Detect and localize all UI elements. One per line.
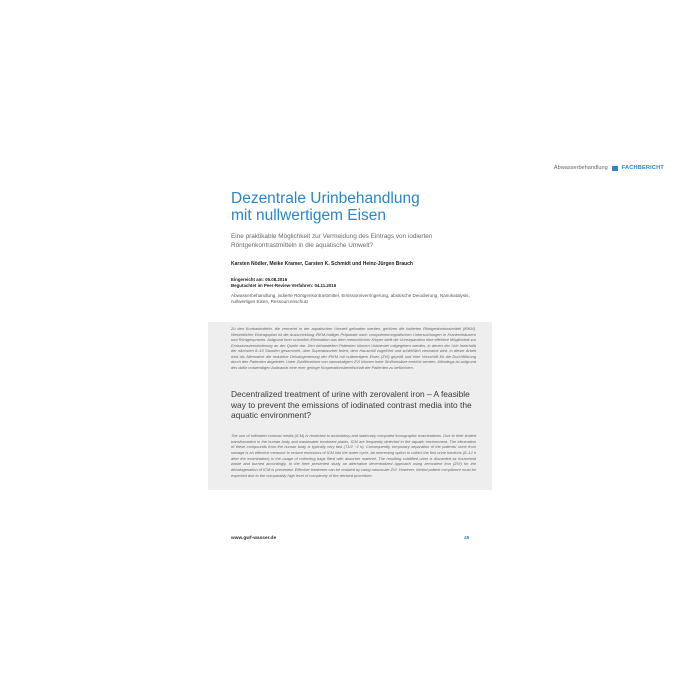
abstract-english: The use of iodinated contrast media (ICM) is restricted to ambulatory and stationary computed tomographic examinations. Due to their limited transformation in the human body and wastewater treatment plants, ICM are frequently detected in the aquatic environment. The elimination of these compounds from the human body is typically very fast (T1/2 ~2 h). Consequently, temporary separation of the patients' urine from sewage is an effective measure to reduce emissions of ICM into the water cycle. An interesting option to collect the first urine fractions (8–12 h after the examination) is the usage of collecting bags filled with absorber material. The resulting solidified urine is discarded as household waste and burned accordingly. In the here presented study an alternative decentralized approach using zerovalent iron (ZVI) for the dehalogenation of ICM is presented. Effective treatment can be realized by using nanoscale ZVI. However, limited patient compliance must be expected due to the comparably high level of complexity of the devised procedure. — [231, 433, 476, 478]
header-separator-square — [612, 166, 618, 171]
article-dates — [231, 277, 471, 289]
footer-url: www.gwf-wasser.de — [231, 536, 277, 541]
article-title-line2: mit nullwertigem Eisen — [231, 207, 387, 224]
received-date: Eingereicht am: 05.08.2016 — [231, 277, 288, 282]
article-subtitle: Eine praktikable Möglichkeit zur Vermeidung des Eintrags von iodierten Röntgenkontrastmitteln in die aquatische Umwelt? — [231, 233, 433, 249]
article-title-line1: Dezentrale Urinbehandlung — [231, 190, 420, 207]
page-number: 45 — [464, 536, 470, 541]
reviewed-date: Begutachtet im Peer-Review-Verfahren: 04.11.2016 — [231, 283, 337, 289]
header-badge: FACHBERICHT — [621, 165, 664, 171]
article-title — [231, 190, 471, 224]
running-header — [554, 165, 664, 171]
abstract-german: Zu den Kontrastmitteln, die vermehrt in der aquatischen Umwelt gefunden werden, gehören die iodierten Röntgenkontrastmittel (iRKM). Wesentlicher Eintragspfad ist die Ausscheidung iRKM-haltiger Präparate nach computertomografischen Untersuchungen in Krankenhäusern und Röntgenpraxen. Aufgrund ihrer schnellen Elimination aus dem menschlichen Körper stellt die Urinseparation eine effektive Möglichkeit zur Emissionsverminderung an der Quelle dar. Den behandelten Patienten können Urinbeutel mitgegeben werden, in denen der Urin innerhalb der nächsten 8–10 Stunden gesammelt, über Superabsorber fixiert, dem Hausmüll zugeführt und schließlich verbrannt wird. In dieser Arbeit wird als Alternative die reduktive Dehalogenierung der iRKM mit nullwertigem Eisen (ZVI) geprüft und eine Vorschrift für die Durchführung durch den Patienten abgeleitet. Unter Zuhilfenahme von nanoskaligem ZVI können hohe Stoffumsätze erreicht werden. Allerdings ist aufgrund des dafür notwendigen Aufwands eine eher geringe Kooperationsbereitschaft der Patienten zu befürchten. — [231, 326, 476, 370]
article-authors: Karsten Nödler, Meike Kramer, Carsten K. Schmidt und Heinz-Jürgen Brauch — [231, 261, 413, 267]
english-title: Decentralized treatment of urine with zerovalent iron – A feasible way to prevent the emissions of iodinated contrast media into the aquatic environment? — [231, 389, 472, 420]
header-section: Abwasserbehandlung — [553, 165, 608, 171]
article-keywords: Abwasserbehandlung, iodierte Röntgenkontrastmittel, Emissionsverringerung, abiotische Deiodierung, Nanokatalysis, nullwertiges Eisen, Ressourcenschutz — [231, 293, 470, 305]
